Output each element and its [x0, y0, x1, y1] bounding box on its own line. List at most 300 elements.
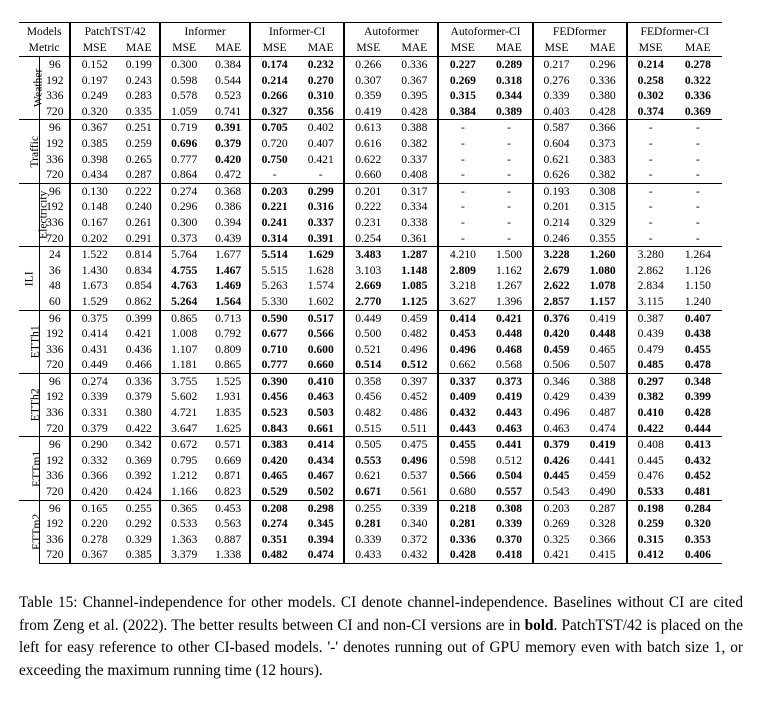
value-cell: 0.456 — [344, 389, 391, 405]
value-cell: - — [438, 215, 486, 231]
horizon-cell: 192 — [40, 453, 70, 469]
value-cell: 0.203 — [533, 500, 580, 516]
value-cell: 0.887 — [215, 532, 242, 546]
value-cell: 0.578 — [160, 88, 207, 104]
value-cell: 0.208 — [250, 500, 298, 516]
horizon-cell: 36 — [40, 263, 70, 279]
value-cell: 0.339 — [344, 532, 391, 548]
value-cell: 0.696 — [160, 136, 207, 152]
value-cell: - — [438, 136, 486, 152]
value-cell: 0.388 — [580, 373, 627, 389]
value-cell: 0.368 — [207, 183, 250, 199]
value-cell: 0.261 — [125, 215, 152, 229]
value-cell: 4.721 — [160, 405, 207, 421]
horizon-cell: 336 — [40, 215, 70, 231]
value-cell: 0.380 — [589, 89, 616, 103]
value-cell: 0.504 — [495, 469, 523, 483]
value-cell: 0.862 — [125, 294, 152, 308]
value-cell: 0.455 — [438, 437, 486, 453]
value-cell: 0.474 — [589, 421, 616, 435]
value-cell: 0.463 — [533, 421, 580, 437]
value-cell: 0.373 — [589, 136, 616, 150]
value-cell: - — [627, 199, 674, 215]
value-cell: 0.482 — [250, 547, 298, 563]
value-cell: 0.482 — [344, 405, 391, 421]
value-cell: 0.399 — [118, 310, 160, 326]
value-cell: 5.263 — [250, 278, 298, 294]
value-cell: 0.720 — [250, 136, 298, 152]
value-cell: 1.525 — [207, 373, 250, 389]
value-cell: 0.500 — [344, 326, 391, 342]
value-cell: 0.420 — [70, 484, 118, 500]
value-cell: 0.345 — [307, 517, 334, 531]
value-cell: 0.201 — [533, 199, 580, 215]
value-cell: 0.448 — [589, 327, 616, 341]
value-cell: 0.465 — [250, 468, 298, 484]
value-cell: 0.382 — [627, 389, 674, 405]
value-cell: 0.512 — [495, 453, 523, 467]
value-cell: 0.329 — [589, 215, 616, 229]
table-row — [19, 215, 722, 231]
value-cell: 0.452 — [684, 469, 711, 483]
table-row — [19, 342, 722, 358]
value-cell: 0.414 — [70, 326, 118, 342]
table-row — [19, 389, 722, 405]
value-cell: 0.777 — [250, 357, 298, 373]
value-cell: 3.280 — [627, 247, 674, 263]
value-cell: 2.809 — [438, 263, 486, 279]
value-cell: 0.443 — [438, 421, 486, 437]
value-cell: 5.330 — [250, 294, 298, 310]
value-cell: 4.210 — [438, 247, 486, 263]
value-cell: 1.467 — [215, 263, 242, 277]
value-cell: 0.445 — [627, 453, 674, 469]
value-cell: 0.287 — [125, 168, 152, 182]
value-cell: 0.465 — [589, 342, 616, 356]
value-cell: 0.414 — [298, 437, 344, 453]
value-cell: 0.439 — [215, 231, 242, 245]
value-cell: 0.367 — [70, 547, 118, 563]
value-cell: 1.430 — [70, 263, 118, 279]
value-cell: 0.428 — [438, 547, 486, 563]
value-cell: 0.334 — [401, 200, 428, 214]
value-cell: - — [627, 215, 674, 231]
table-row — [19, 199, 722, 215]
table-row — [19, 247, 722, 263]
value-cell: 0.507 — [589, 358, 616, 372]
value-cell: 0.222 — [118, 183, 160, 199]
metric-header-mse: MSE — [160, 40, 207, 57]
value-cell: - — [438, 152, 486, 168]
value-cell: - — [627, 231, 674, 247]
table-row — [19, 532, 722, 548]
value-cell: 0.342 — [118, 437, 160, 453]
value-cell: 0.391 — [207, 120, 250, 136]
value-cell: 0.432 — [438, 405, 486, 421]
value-cell: 0.338 — [401, 215, 428, 229]
metric-header-mse: MSE — [250, 40, 298, 57]
caption-bold-word: bold — [524, 616, 554, 634]
metric-header-mae: MAE — [391, 40, 438, 57]
value-cell: 0.428 — [401, 104, 428, 118]
value-cell: 0.291 — [125, 231, 152, 245]
value-cell: 0.373 — [487, 373, 533, 389]
value-cell: 0.814 — [118, 247, 160, 263]
dataset-label-cell — [19, 183, 50, 246]
value-cell: 0.521 — [344, 342, 391, 358]
value-cell: 0.243 — [125, 73, 152, 87]
value-cell: 0.571 — [207, 437, 250, 453]
value-cell: 0.232 — [298, 57, 344, 73]
value-cell: 0.296 — [160, 199, 207, 215]
value-cell: 0.410 — [627, 405, 674, 421]
horizon-cell: 24 — [40, 247, 70, 263]
value-cell: 0.366 — [580, 120, 627, 136]
value-cell: 0.496 — [533, 405, 580, 421]
table-row — [19, 104, 722, 120]
value-cell: 0.174 — [250, 57, 298, 73]
value-cell: 0.486 — [401, 406, 428, 420]
value-cell: 0.598 — [160, 73, 207, 89]
value-cell: 1.166 — [160, 484, 207, 500]
horizon-cell: 192 — [40, 326, 70, 342]
metric-header-mae: MAE — [298, 40, 344, 57]
value-cell: 0.336 — [391, 57, 438, 73]
value-cell: 0.449 — [344, 310, 391, 326]
value-cell: - — [695, 200, 700, 214]
table-row — [19, 136, 722, 152]
value-cell: 1.469 — [215, 279, 242, 293]
value-cell: 0.148 — [70, 199, 118, 215]
value-cell: 0.408 — [401, 168, 428, 182]
value-cell: 0.372 — [401, 532, 428, 546]
value-cell: 0.337 — [438, 373, 486, 389]
value-cell: 1.085 — [401, 279, 428, 293]
value-cell: 0.453 — [438, 326, 486, 342]
table-row — [19, 263, 722, 279]
value-cell: 0.419 — [580, 310, 627, 326]
value-cell: 0.300 — [160, 57, 207, 73]
value-cell: 0.421 — [307, 152, 334, 166]
value-cell: 0.590 — [250, 310, 298, 326]
value-cell: 0.373 — [160, 231, 207, 247]
horizon-cell: 96 — [40, 120, 70, 136]
value-cell: 0.388 — [391, 120, 438, 136]
value-cell: - — [674, 183, 722, 199]
value-cell: 0.369 — [684, 104, 711, 118]
value-cell: 0.453 — [207, 500, 250, 516]
value-cell: - — [507, 168, 511, 182]
value-cell: 5.514 — [250, 247, 298, 263]
value-cell: - — [438, 199, 486, 215]
dataset-name: Electricity — [36, 190, 50, 240]
value-cell: 0.441 — [589, 453, 616, 467]
value-cell: 0.259 — [627, 516, 674, 532]
value-cell: 3.627 — [438, 294, 486, 310]
value-cell: 0.315 — [589, 200, 616, 214]
value-cell: 1.529 — [70, 294, 118, 310]
value-cell: 0.445 — [533, 468, 580, 484]
horizon-cell: 60 — [40, 294, 70, 310]
value-cell: 0.335 — [125, 104, 152, 118]
value-cell: - — [627, 120, 674, 136]
table-row — [19, 373, 722, 389]
value-cell: 0.408 — [627, 437, 674, 453]
value-cell: 0.201 — [344, 183, 391, 199]
value-cell: 0.384 — [438, 104, 486, 120]
value-cell: 0.315 — [438, 88, 486, 104]
value-cell: 0.452 — [401, 390, 428, 404]
value-cell: 0.384 — [207, 57, 250, 73]
value-cell: 0.353 — [684, 532, 711, 546]
value-cell: 0.429 — [533, 389, 580, 405]
value-cell: 0.482 — [401, 327, 428, 341]
value-cell: 0.399 — [684, 390, 711, 404]
value-cell: 0.308 — [487, 500, 533, 516]
value-cell: 0.421 — [487, 310, 533, 326]
value-cell: 0.382 — [401, 136, 428, 150]
value-cell: 0.366 — [589, 532, 616, 546]
value-cell: 0.419 — [580, 437, 627, 453]
value-cell: 0.662 — [438, 357, 486, 373]
horizon-cell: 96 — [40, 437, 70, 453]
model-header-fedformer-ci: FEDformer-CI — [627, 23, 722, 41]
value-cell: 0.314 — [250, 231, 298, 247]
value-cell: 0.443 — [495, 406, 523, 420]
value-cell: 0.865 — [215, 358, 242, 372]
value-cell: 0.374 — [627, 104, 674, 120]
value-cell: 0.523 — [250, 405, 298, 421]
value-cell: 0.276 — [533, 73, 580, 89]
metric-header-mse: MSE — [438, 40, 486, 57]
value-cell: 1.059 — [160, 104, 207, 120]
value-cell: 0.302 — [627, 88, 674, 104]
value-cell: 0.318 — [495, 73, 523, 87]
dataset-name: ETTm1 — [30, 450, 44, 487]
value-cell: 0.255 — [344, 500, 391, 516]
table-row — [19, 152, 722, 168]
value-cell: 0.255 — [118, 500, 160, 516]
value-cell: 0.431 — [70, 342, 118, 358]
value-cell: 1.181 — [160, 357, 207, 373]
value-cell: 0.496 — [401, 342, 428, 356]
table-row — [19, 405, 722, 421]
value-cell: 0.193 — [533, 183, 580, 199]
horizon-cell: 192 — [40, 73, 70, 89]
value-cell: 0.621 — [533, 152, 580, 168]
value-cell: 0.865 — [160, 310, 207, 326]
value-cell: - — [250, 167, 298, 183]
dataset-name: ETTh2 — [28, 388, 42, 422]
value-cell: 0.432 — [684, 453, 711, 467]
value-cell: 0.444 — [684, 421, 711, 435]
value-cell: 0.328 — [589, 517, 616, 531]
value-cell: 1.564 — [215, 294, 242, 308]
horizon-cell: 96 — [40, 373, 70, 389]
value-cell: 0.249 — [70, 88, 118, 104]
table-row — [19, 421, 722, 437]
caption-text-2: . PatchTST/42 is placed on the left for easy reference to other CI-based models. '-' denotes running out of GPU memory even with batch size 1, or exceeding the maximum running time (12 hours). — [19, 616, 743, 679]
value-cell: 0.660 — [307, 358, 334, 372]
value-cell: 0.420 — [215, 152, 242, 166]
value-cell: 0.403 — [533, 104, 580, 120]
header-row-metrics — [19, 40, 722, 57]
value-cell: 0.222 — [344, 199, 391, 215]
table-row — [19, 120, 722, 136]
value-cell: 0.533 — [627, 484, 674, 500]
value-cell: 0.600 — [307, 342, 334, 356]
value-cell: 0.266 — [344, 57, 391, 73]
value-cell: 0.394 — [215, 215, 242, 229]
metric-header-mae: MAE — [207, 40, 250, 57]
value-cell: 1.500 — [487, 247, 533, 263]
value-cell: 0.308 — [580, 183, 627, 199]
value-cell: 0.456 — [250, 389, 298, 405]
value-cell: 0.281 — [438, 516, 486, 532]
value-cell: 1.602 — [307, 294, 334, 308]
value-cell: 0.502 — [307, 485, 334, 499]
value-cell: 0.871 — [215, 469, 242, 483]
value-cell: 0.254 — [344, 231, 391, 247]
dataset-label-cell — [19, 57, 45, 120]
dataset-name: ETTh1 — [28, 325, 42, 359]
header-row-models — [19, 23, 722, 41]
value-cell: 0.369 — [125, 453, 152, 467]
horizon-cell: 192 — [40, 136, 70, 152]
value-cell: 0.449 — [70, 357, 118, 373]
value-cell: 0.398 — [70, 152, 118, 168]
value-cell: 0.265 — [125, 152, 152, 166]
value-cell: - — [438, 120, 486, 136]
value-cell: 0.339 — [70, 389, 118, 405]
value-cell: 0.389 — [495, 104, 523, 118]
value-cell: 0.331 — [70, 405, 118, 421]
table-row — [19, 167, 722, 183]
value-cell: - — [507, 136, 511, 150]
value-cell: - — [695, 136, 700, 150]
value-cell: 0.415 — [580, 547, 627, 563]
value-cell: 0.468 — [495, 342, 523, 356]
value-cell: - — [674, 120, 722, 136]
value-cell: 0.379 — [533, 437, 580, 453]
value-cell: 0.197 — [70, 73, 118, 89]
value-cell: 0.459 — [589, 469, 616, 483]
value-cell: 1.078 — [589, 279, 616, 293]
metric-header-mae: MAE — [674, 40, 722, 57]
table-row — [19, 516, 722, 532]
value-cell: 0.274 — [70, 373, 118, 389]
value-cell: 0.344 — [495, 89, 523, 103]
value-cell: 0.359 — [344, 88, 391, 104]
value-cell: 0.533 — [160, 516, 207, 532]
value-cell: - — [438, 167, 486, 183]
value-cell: 0.621 — [344, 468, 391, 484]
value-cell: 0.387 — [627, 310, 674, 326]
table-row — [19, 231, 722, 247]
value-cell: 1.931 — [215, 390, 242, 404]
value-cell: 0.669 — [215, 453, 242, 467]
value-cell: 0.165 — [70, 500, 118, 516]
value-cell: 0.672 — [160, 437, 207, 453]
value-cell: 0.307 — [344, 73, 391, 89]
value-cell: 5.764 — [160, 247, 207, 263]
table-row — [19, 484, 722, 500]
value-cell: 0.613 — [344, 120, 391, 136]
value-cell: 1.080 — [589, 263, 616, 277]
value-cell: 0.355 — [589, 231, 616, 245]
value-cell: 0.506 — [533, 357, 580, 373]
value-cell: 0.438 — [684, 327, 711, 341]
value-cell: 0.412 — [627, 547, 674, 563]
value-cell: 0.424 — [125, 485, 152, 499]
value-cell: 0.358 — [344, 373, 391, 389]
value-cell: 0.289 — [487, 57, 533, 73]
value-cell: 0.339 — [533, 88, 580, 104]
value-cell: 0.167 — [70, 215, 118, 231]
value-cell: 0.287 — [580, 500, 627, 516]
value-cell: 0.336 — [684, 89, 711, 103]
value-cell: 0.218 — [438, 500, 486, 516]
dataset-name: Traffic — [27, 135, 41, 168]
value-cell: 0.557 — [495, 485, 523, 499]
value-cell: 0.336 — [438, 532, 486, 548]
value-cell: 0.543 — [533, 484, 580, 500]
value-cell: 0.515 — [344, 421, 391, 437]
value-cell: - — [627, 167, 674, 183]
dataset-name: ILI — [22, 270, 36, 286]
value-cell: 0.320 — [70, 104, 118, 120]
value-cell: 0.864 — [160, 167, 207, 183]
value-cell: 0.296 — [580, 57, 627, 73]
horizon-cell: 336 — [40, 532, 70, 548]
value-cell: 1.212 — [160, 468, 207, 484]
table-row — [19, 326, 722, 342]
value-cell: 1.574 — [307, 279, 334, 293]
value-cell: 2.669 — [344, 278, 391, 294]
value-cell: 1.522 — [70, 247, 118, 263]
value-cell: 0.379 — [215, 136, 242, 150]
value-cell: 0.317 — [391, 183, 438, 199]
value-cell: 0.660 — [344, 167, 391, 183]
value-cell: 0.221 — [250, 199, 298, 215]
value-cell: 5.602 — [160, 389, 207, 405]
value-cell: 1.008 — [160, 326, 207, 342]
value-cell: 0.496 — [401, 453, 428, 467]
value-cell: 0.485 — [627, 357, 674, 373]
value-cell: 0.463 — [307, 390, 334, 404]
dataset-label-cell — [19, 437, 44, 500]
value-cell: 0.432 — [391, 547, 438, 563]
table-row — [19, 468, 722, 484]
value-cell: 0.337 — [307, 215, 334, 229]
value-cell: 0.385 — [70, 136, 118, 152]
value-cell: 0.671 — [344, 484, 391, 500]
value-cell: 0.241 — [250, 215, 298, 231]
value-cell: 0.258 — [627, 73, 674, 89]
horizon-cell: 48 — [40, 278, 70, 294]
value-cell: 0.478 — [684, 358, 711, 372]
value-cell: 0.370 — [495, 532, 523, 546]
metric-header-mse: MSE — [344, 40, 391, 57]
value-cell: 0.375 — [70, 310, 118, 326]
value-cell: - — [438, 231, 486, 247]
value-cell: 0.310 — [307, 89, 334, 103]
value-cell: 0.418 — [487, 547, 533, 563]
metric-label: Metric — [19, 40, 70, 57]
value-cell: 0.395 — [401, 89, 428, 103]
value-cell: 0.394 — [307, 532, 334, 546]
value-cell: - — [695, 231, 700, 245]
